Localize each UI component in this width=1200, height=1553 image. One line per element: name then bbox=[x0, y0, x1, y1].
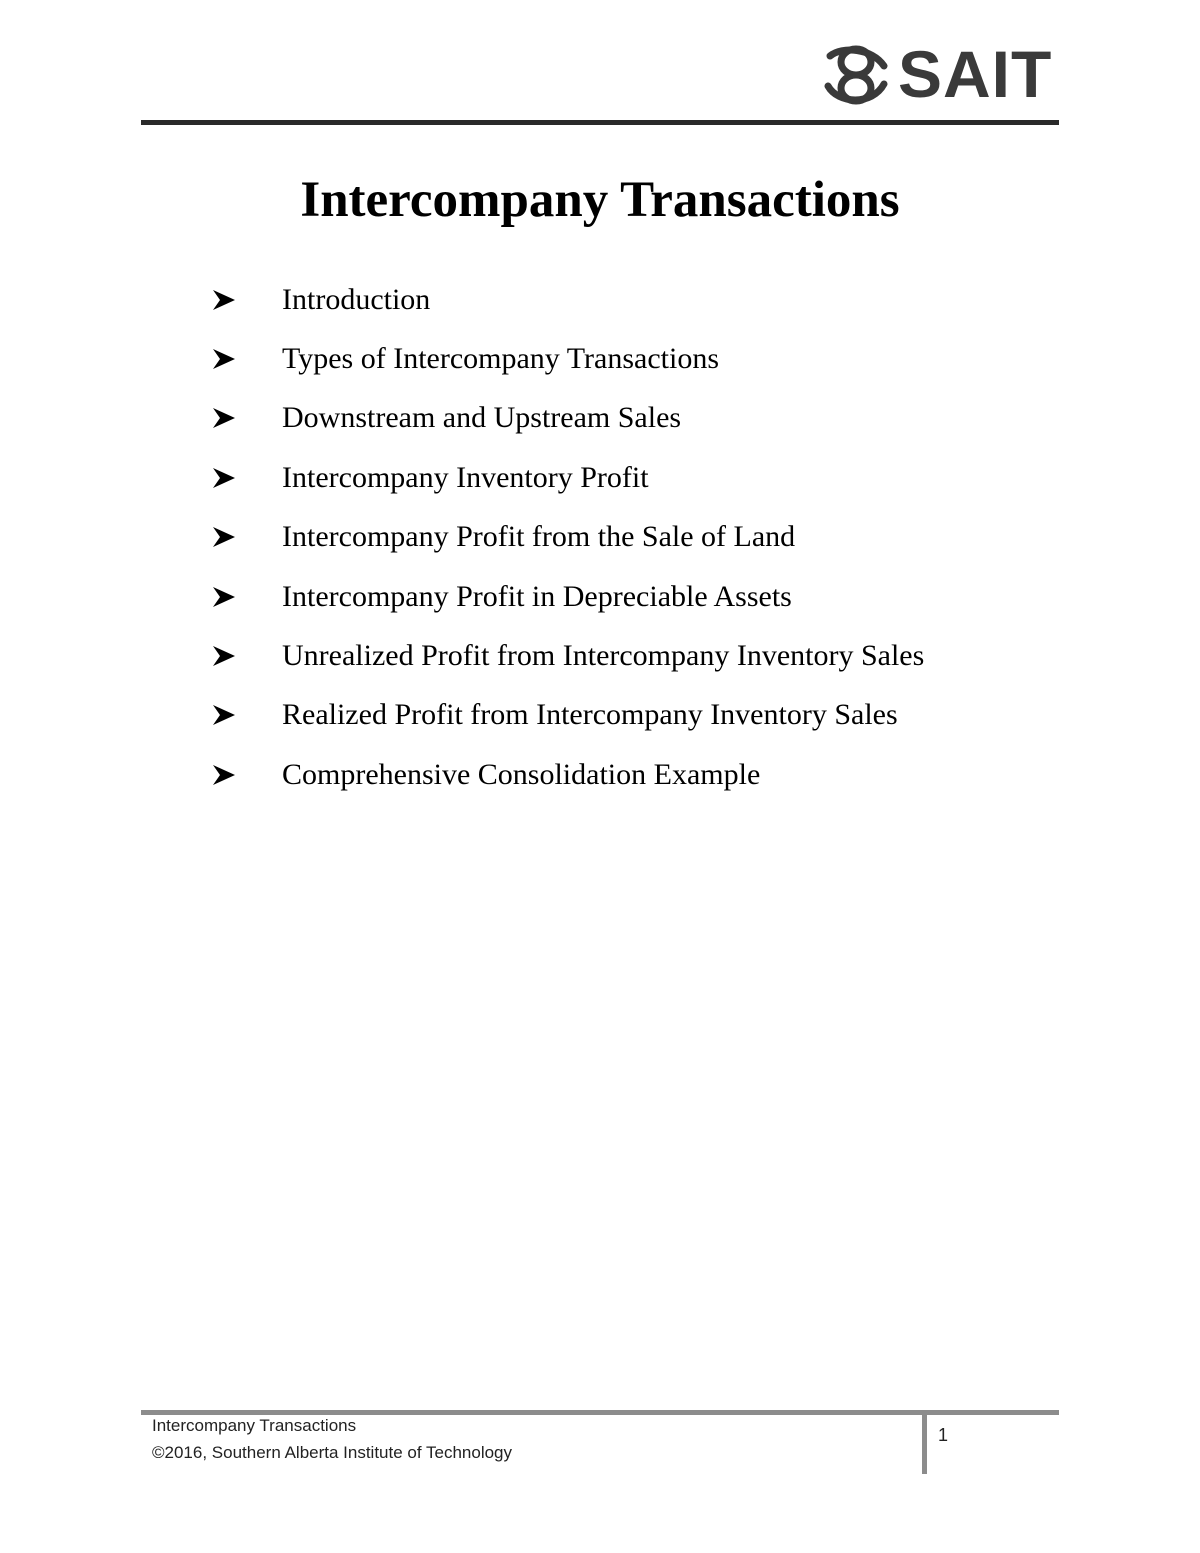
list-item bbox=[212, 270, 924, 329]
topic-text: Intercompany Inventory Profit bbox=[282, 460, 649, 494]
topic-text: Introduction bbox=[282, 282, 431, 316]
topic-text: Types of Intercompany Transactions bbox=[282, 342, 719, 376]
list-item bbox=[212, 686, 924, 745]
arrowhead-bullet-icon bbox=[212, 586, 282, 608]
topic-text: Comprehensive Consolidation Example bbox=[282, 757, 761, 791]
arrowhead-bullet-icon bbox=[212, 467, 282, 489]
list-item bbox=[212, 329, 924, 388]
topic-text: Intercompany Profit from the Sale of Land bbox=[282, 520, 796, 554]
list-item bbox=[212, 508, 924, 567]
footer-divider bbox=[922, 1414, 927, 1474]
list-item bbox=[212, 626, 924, 685]
sait-knot-logo-icon bbox=[822, 42, 890, 108]
arrowhead-bullet-icon bbox=[212, 764, 282, 786]
arrowhead-bullet-icon bbox=[212, 645, 282, 667]
page-number: 1 bbox=[938, 1425, 949, 1445]
topic-text: Unrealized Profit from Intercompany Inventory Sales bbox=[282, 639, 925, 673]
page-title: Intercompany Transactions bbox=[300, 172, 900, 228]
list-item bbox=[212, 389, 924, 448]
footer-copyright: ©2016, Southern Alberta Institute of Technology bbox=[152, 1443, 513, 1462]
header-rule bbox=[141, 120, 1059, 125]
arrowhead-bullet-icon bbox=[212, 407, 282, 429]
arrowhead-bullet-icon bbox=[212, 348, 282, 370]
list-item bbox=[212, 448, 924, 507]
topic-text: Downstream and Upstream Sales bbox=[282, 401, 682, 435]
topic-text: Realized Profit from Intercompany Inventory Sales bbox=[282, 698, 898, 732]
logo-text: SAIT bbox=[898, 37, 1053, 111]
topic-text: Intercompany Profit in Depreciable Assets bbox=[282, 579, 792, 613]
sait-logo bbox=[822, 38, 1067, 110]
list-item bbox=[212, 567, 924, 626]
arrowhead-bullet-icon bbox=[212, 289, 282, 311]
arrowhead-bullet-icon bbox=[212, 704, 282, 726]
arrowhead-bullet-icon bbox=[212, 526, 282, 548]
topic-list bbox=[212, 270, 924, 805]
list-item bbox=[212, 745, 924, 804]
footer-doc-title: Intercompany Transactions bbox=[152, 1416, 357, 1435]
